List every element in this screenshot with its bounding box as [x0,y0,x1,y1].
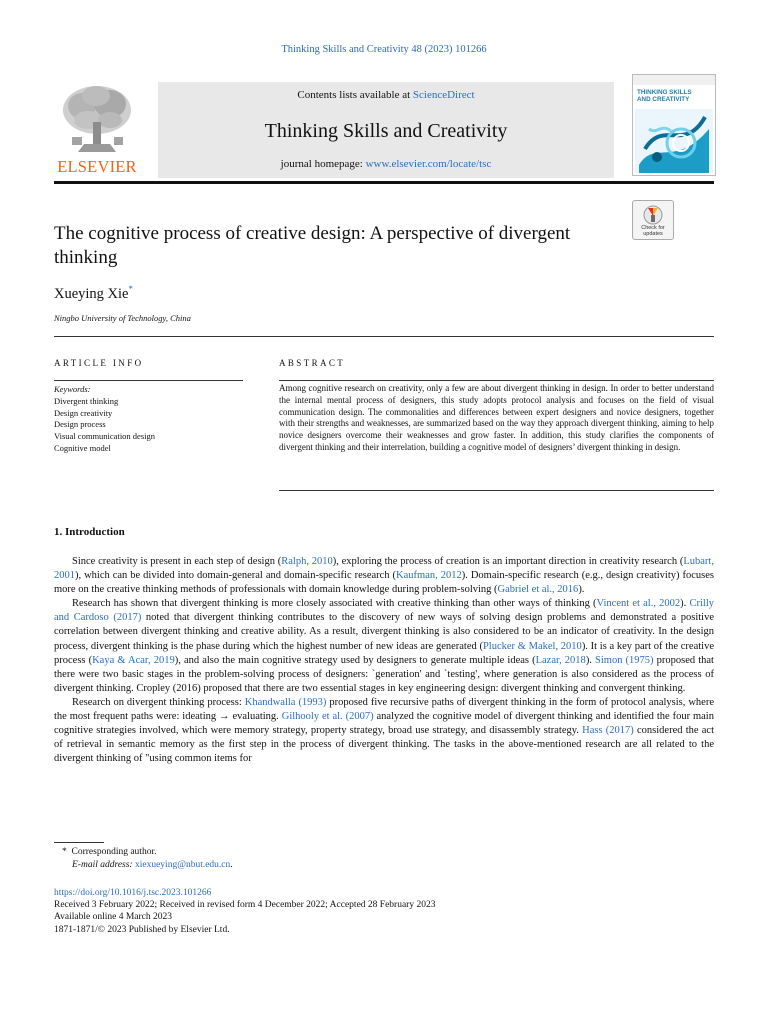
citation-link[interactable]: Khandwalla (1993) [244,696,327,708]
paragraph-text: ). [680,598,690,610]
citation-link[interactable]: Simon (1975) [595,654,654,666]
keywords-list [54,384,155,455]
intro-paragraph [54,696,714,766]
keyword-item: Design process [54,419,106,430]
paragraph-text: proposed five recursive paths of divergent thinking in the form of protocol analysis, where the most frequent paths were: ideating → evaluating. [54,696,714,723]
author-email-link[interactable]: xiexueying@nbut.edu.cn [134,860,231,870]
paragraph-text: noted that divergent thinking contributes to the discovery of new ways of solving design problems and demonstrated a positive correlation between divergent thinking and creative ability. As a result, divergent thinking is also considered to be an indicator of creativity. In the design process, divergent thinking is the phase during which the highest number of new ideas are generated ( [54,612,715,652]
paragraph-text: ). It is a key part of the creative process ( [54,640,714,666]
paragraph-text: ), exploring the process of creation is an important direction in creativity research ( [332,556,684,567]
keyword-item: Design creativity [54,407,113,418]
journal-banner [158,82,614,178]
footnote [62,846,233,872]
abstract-rule [279,380,714,381]
elsevier-wordmark: ELSEVIER [57,157,137,176]
abstract-heading: ABSTRACT [279,358,346,368]
citation-link[interactable]: Gabriel et al., 2016 [497,584,579,596]
keyword-item: Cognitive model [54,442,111,453]
header-rule [54,181,714,184]
citation-link[interactable]: Ralph, 2010 [281,556,333,567]
citation-link[interactable]: Hass (2017) [582,725,634,737]
author-affiliation: Ningbo University of Technology, China [54,313,191,323]
author-name: Xueying Xie* [54,284,133,302]
elsevier-tree-icon [58,82,136,154]
abstract-text: Among cognitive research on creativity, only a few are about divergent thinking in design. In order to better understand the internal mental process of designers, this study adopts protocol analysis and focuses on the field of visual communication design. The commonalities and differences between expert designers and novice designers, together with their strengths and weaknesses, are summarized based on the way they approach divergent thinking, aiming to help novice designers overcome their weaknesses and grow faster. In addition, this study clarifies the components of divergent thinking and their interrelation, building a cognitive model of designers’ divergent thinking in design. [279,383,714,452]
citation-link[interactable]: Gilhooly et al. (2007) [281,711,374,723]
check-for-updates-button[interactable] [632,200,674,240]
check-updates-label: Check for updates [641,225,665,237]
journal-cover-thumbnail[interactable] [632,74,716,176]
corresponding-note: * Corresponding author. [62,847,157,857]
paragraph-text: analyzed the cognitive model of divergent thinking and identified the four main cognitive strategies involved, which were memory strategy, property strategy, broad use strategy, and disassembly strategy. [54,711,714,737]
paragraph-text: proposed that there were two basic stages in the problem-solving process of designers: `generation' and `testing', where generation is also considered as the process of divergent thinking. Cropley (2016) proposed that there are two essential stages in key engineering design: divergent thinking and convergent thinking. [54,654,714,694]
keyword-item: Divergent thinking [54,395,119,406]
homepage-line: journal homepage: www.elsevier.com/locate/tsc [280,158,492,170]
footnote-rule [54,842,104,843]
journal-homepage-link[interactable]: www.elsevier.com/locate/tsc [365,158,492,170]
citation-link[interactable]: Lubart, 2001 [54,556,714,582]
journal-header [54,74,714,180]
introduction-body [54,555,714,766]
available-date: Available online 4 March 2023 [54,912,173,923]
citation-link[interactable]: Kaufman, 2012 [396,570,462,582]
paragraph-text: ). Domain-specific research (e.g., design creativity) focuses more on the creative thinking methods of professionals with domain knowledge during problem-solving ( [54,570,714,596]
cover-band [633,75,715,85]
citation-link[interactable]: Crilly and Cardoso (2017) [54,598,715,624]
paragraph-text: ), and also the main cognitive strategy used by designers to generate multiple ideas ( [174,654,536,666]
article-footer [54,887,435,936]
intro-paragraph [54,597,714,696]
article-info-heading: ARTICLE INFO [54,358,144,368]
citation-link[interactable]: Plucker & Makel, 2010 [482,640,582,652]
sciencedirect-link[interactable]: ScienceDirect [412,89,475,101]
article-info-rule [54,380,243,381]
copyright: 1871-1871/© 2023 Published by Elsevier Ltd. [54,924,230,935]
keyword-item: Visual communication design [54,431,155,442]
received-dates: Received 3 February 2022; Received in revised form 4 December 2022; Accepted 28 February 2023 [54,900,436,911]
journal-citation[interactable]: Thinking Skills and Creativity 48 (2023) 101266 [281,44,487,55]
keywords-label: Keywords: [54,384,91,394]
intro-paragraph [54,555,714,597]
contents-line: Contents lists available at ScienceDirect [297,89,475,101]
email-note: E-mail address: xiexueying@nbut.edu.cn. [72,860,233,870]
cover-art-icon [635,109,713,173]
paper-title: The cognitive process of creative design: A perspective of divergent thinking [54,223,571,268]
citation-link[interactable]: Vincent et al., 2002 [596,598,681,610]
paragraph-text: considered the act of retrieval in semantic memory as the first step in the process of divergent thinking. The tasks in the above-mentioned research are all related to the divergent thinking of "using common items for [54,725,715,765]
doi-link[interactable]: https://doi.org/10.1016/j.tsc.2023.101266 [54,888,212,898]
paragraph-text: ). [578,584,585,596]
paragraph-text: Research has shown that divergent thinking is more closely associated with creative thinking than other ways of thinking ( [72,598,597,610]
title-rule [54,336,714,337]
citation-link[interactable]: Lazar, 2018 [535,654,586,666]
corresponding-author-link[interactable]: * [128,284,133,294]
paragraph-text: Research on divergent thinking process: [72,696,245,708]
citation-link[interactable]: Kaya & Acar, 2019 [92,654,175,666]
journal-name: Thinking Skills and Creativity [264,120,508,142]
introduction-heading: 1. Introduction [54,526,125,538]
abstract-bottom-rule [279,490,714,491]
elsevier-logo[interactable] [54,82,140,178]
paragraph-text: ), which can be divided into domain-general and domain-specific research ( [75,570,397,582]
paragraph-text: Since creativity is present in each step of design ( [72,556,282,567]
cover-title: THINKING SKILLS AND CREATIVITY [637,89,692,103]
paragraph-text: ). [585,654,596,666]
